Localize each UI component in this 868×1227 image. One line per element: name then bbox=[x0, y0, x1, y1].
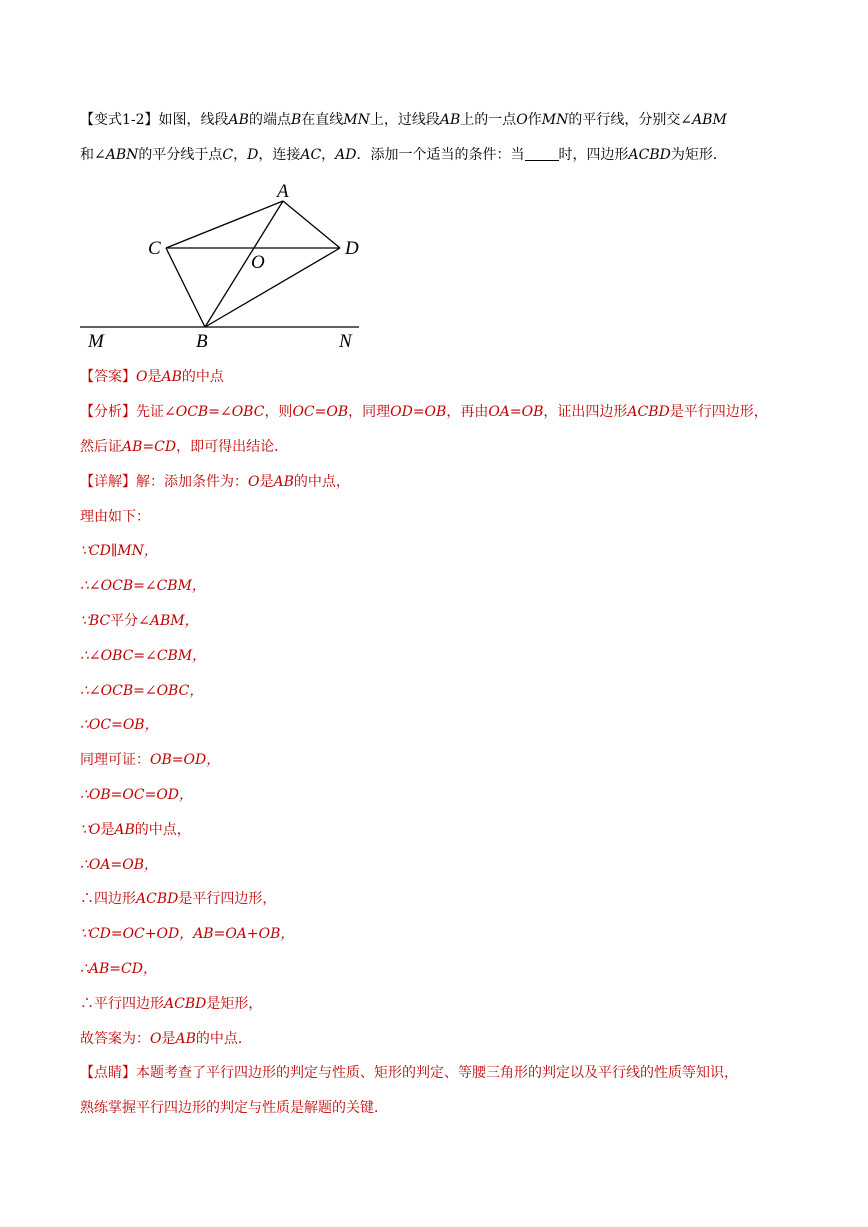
question-text: 上，过线段 bbox=[369, 112, 440, 128]
detail-step-2: ∴∠OCB=∠CBM， bbox=[80, 578, 206, 594]
detail-text: ∴平行四边形 bbox=[80, 996, 164, 1012]
label-d: D bbox=[345, 238, 359, 259]
analysis-line-1 bbox=[80, 402, 768, 422]
question-text: 的平行线，分别交∠ bbox=[568, 112, 693, 128]
math-text: AB bbox=[114, 822, 135, 838]
question-text: ，连接 bbox=[258, 147, 301, 163]
detail-text: 的中点． bbox=[195, 1031, 252, 1047]
detail-step-1: ∵CD∥MN， bbox=[80, 543, 158, 559]
segment-db bbox=[205, 248, 340, 327]
detail-step-8: ∴OB=OC=OD， bbox=[80, 787, 194, 803]
segment-cb bbox=[166, 248, 205, 327]
answer-text: 是 bbox=[147, 369, 162, 385]
label-c: C bbox=[148, 238, 161, 259]
math-ad: AD bbox=[335, 147, 357, 163]
detail-tag: 【详解】 bbox=[80, 474, 136, 490]
detail-text: 解：添加条件为： bbox=[136, 474, 248, 490]
analysis-text: =∠ bbox=[208, 404, 232, 420]
math-ocb: OCB bbox=[175, 404, 209, 420]
detail-text: 故答案为： bbox=[80, 1031, 150, 1047]
answer-tag: 【答案】 bbox=[80, 369, 136, 385]
comment-line-1 bbox=[80, 1063, 738, 1083]
detail-text: 的中点， bbox=[293, 474, 350, 490]
answer-line bbox=[80, 367, 224, 387]
detail-step-4: ∴∠OBC=∠CBM， bbox=[80, 648, 207, 664]
answer-text: 的中点 bbox=[181, 369, 224, 385]
question-text: 的平分线于点 bbox=[138, 147, 223, 163]
detail-step-13: ∴AB=CD， bbox=[80, 961, 157, 977]
question-text: 的端点 bbox=[248, 112, 291, 128]
detail-step-12: ∵CD=OC+OD，AB=OA+OB， bbox=[80, 926, 295, 942]
analysis-text: ，证出四边形 bbox=[543, 404, 628, 420]
analysis-text: 然后证 bbox=[80, 439, 122, 455]
detail-text: 是 bbox=[100, 822, 115, 838]
math-text: O bbox=[150, 1031, 162, 1047]
analysis-text: ，则 bbox=[264, 404, 293, 420]
question-text: 上的一点 bbox=[460, 112, 517, 128]
detail-text: 的中点， bbox=[134, 822, 191, 838]
detail-step-7 bbox=[80, 750, 220, 770]
detail-conclusion bbox=[80, 1029, 252, 1049]
math-ab-cd: AB=CD bbox=[122, 439, 177, 455]
detail-text: 是 bbox=[161, 1031, 176, 1047]
detail-text: 平分 bbox=[110, 613, 139, 629]
segment-ca bbox=[166, 201, 283, 248]
math-d: D bbox=[247, 147, 259, 163]
math-ab: AB bbox=[161, 369, 182, 385]
math-text: ACBD bbox=[164, 996, 207, 1012]
detail-step-6: ∴OC=OB， bbox=[80, 717, 159, 733]
detail-step-11 bbox=[80, 889, 276, 909]
detail-text: 是矩形， bbox=[206, 996, 263, 1012]
math-oa-ob: OA=OB bbox=[488, 404, 544, 420]
math-ab: AB bbox=[228, 112, 249, 128]
analysis-tag: 【分析】 bbox=[80, 404, 136, 420]
question-tag: 【变式1-2】 bbox=[80, 112, 159, 128]
math-o: O bbox=[516, 112, 528, 128]
math-o: O bbox=[136, 369, 148, 385]
label-b: B bbox=[196, 331, 208, 352]
math-acbd: ACBD bbox=[628, 147, 671, 163]
math-text: ∵O bbox=[80, 822, 101, 838]
analysis-text: 先证∠ bbox=[136, 404, 176, 420]
question-text: 如图，线段 bbox=[158, 112, 229, 128]
detail-text: 是平行四边形， bbox=[178, 891, 277, 907]
detail-line-1 bbox=[80, 472, 350, 492]
math-abm: ABM bbox=[692, 112, 727, 128]
math-text: ∵BC bbox=[80, 613, 111, 629]
geometry-figure bbox=[78, 178, 368, 358]
question-text: 和∠ bbox=[80, 147, 106, 163]
detail-step-10: ∴OA=OB， bbox=[80, 857, 158, 873]
analysis-text: ，再由 bbox=[446, 404, 489, 420]
math-obc: OBC bbox=[231, 404, 265, 420]
question-text: 时，四边形 bbox=[558, 147, 629, 163]
detail-step-3 bbox=[80, 611, 199, 631]
analysis-line-2 bbox=[80, 437, 288, 457]
question-line-1 bbox=[80, 110, 727, 130]
math-ab: AB bbox=[273, 474, 294, 490]
detail-reason: 理由如下： bbox=[80, 509, 150, 525]
segment-ab bbox=[205, 201, 283, 327]
question-text: 为矩形． bbox=[670, 147, 727, 163]
question-text: ， bbox=[233, 147, 248, 163]
comment-line-2: 熟练掌握平行四边形的判定与性质是解题的关键． bbox=[80, 1100, 388, 1116]
question-line-2 bbox=[80, 145, 727, 165]
detail-text: 是 bbox=[259, 474, 274, 490]
label-n: N bbox=[339, 331, 352, 352]
math-text: ∠ABM， bbox=[138, 613, 199, 629]
segment-ad bbox=[283, 201, 340, 248]
detail-text: ∴四边形 bbox=[80, 891, 136, 907]
label-m: M bbox=[88, 331, 104, 352]
analysis-text: 是平行四边形， bbox=[669, 404, 768, 420]
analysis-text: ，即可得出结论． bbox=[176, 439, 289, 455]
analysis-text: ，同理 bbox=[348, 404, 391, 420]
question-text: 在直线 bbox=[301, 112, 344, 128]
comment-tag: 【点睛】 bbox=[80, 1065, 136, 1081]
math-c: C bbox=[222, 147, 234, 163]
math-b: B bbox=[290, 112, 302, 128]
comment-text: 本题考查了平行四边形的判定与性质、矩形的判定、等腰三角形的判定以及平行线的性质等知识， bbox=[136, 1065, 738, 1081]
math-ab: AB bbox=[439, 112, 461, 128]
math-abn: ABN bbox=[105, 147, 139, 163]
math-acbd: ACBD bbox=[627, 404, 670, 420]
detail-step-5: ∴∠OCB=∠OBC， bbox=[80, 683, 204, 699]
math-mn: MN bbox=[343, 112, 370, 128]
math-od-ob: OD=OB bbox=[390, 404, 447, 420]
label-o: O bbox=[251, 252, 265, 273]
math-text: OB=OD， bbox=[150, 752, 221, 768]
detail-step-14 bbox=[80, 994, 262, 1014]
math-ac: AC bbox=[300, 147, 322, 163]
question-text: ．添加一个适当的条件：当 bbox=[356, 147, 525, 163]
detail-step-9 bbox=[80, 820, 191, 840]
math-text: ACBD bbox=[136, 891, 179, 907]
detail-text: 同理可证： bbox=[80, 752, 150, 768]
question-text: 作 bbox=[527, 112, 542, 128]
math-oc-ob: OC=OB bbox=[292, 404, 349, 420]
math-text: AB bbox=[175, 1031, 196, 1047]
label-a: A bbox=[277, 181, 289, 202]
question-text: ， bbox=[321, 147, 336, 163]
answer-blank bbox=[525, 146, 559, 161]
math-mn: MN bbox=[541, 112, 569, 128]
math-o: O bbox=[248, 474, 260, 490]
